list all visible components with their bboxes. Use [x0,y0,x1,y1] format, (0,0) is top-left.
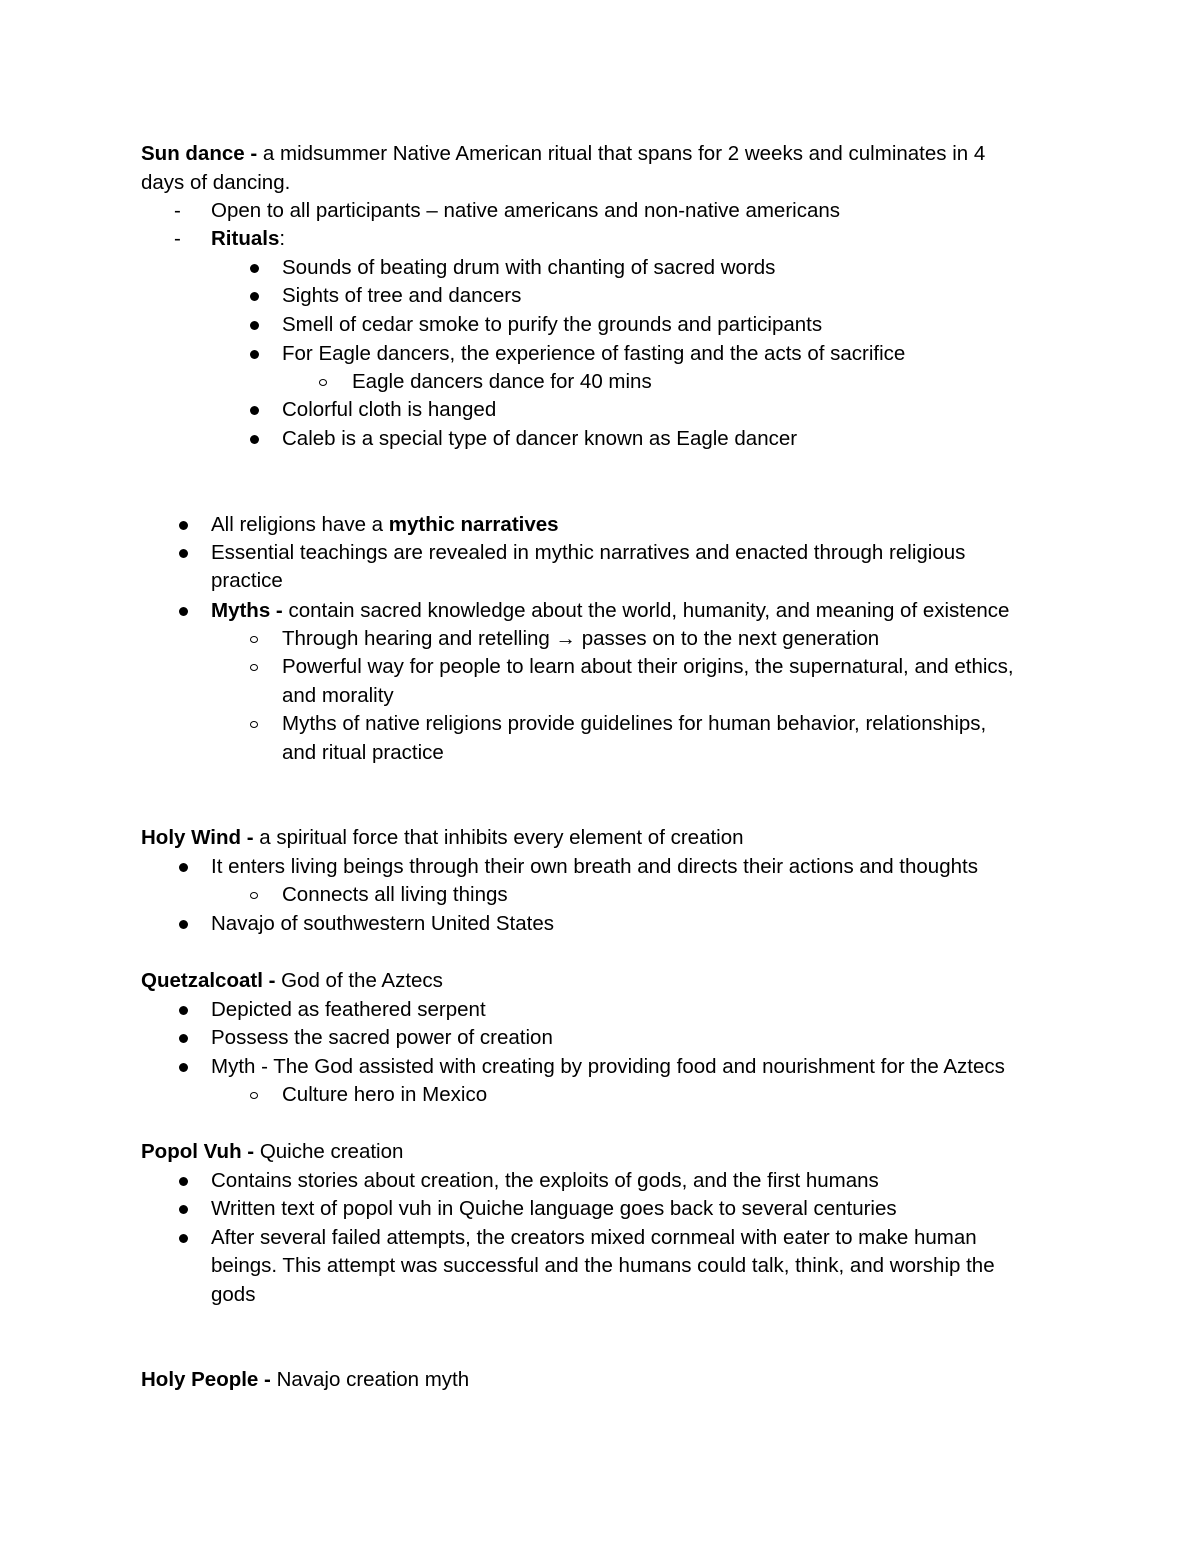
bullet-icon [250,292,259,301]
holy-people-heading [141,1366,469,1394]
myths-sub-item: Powerful way for people to learn about their origins, the supernatural, and ethics, [282,655,1014,678]
ritual-item: Smell of cedar smoke to purify the grounds and participants [282,313,823,336]
myths-sub-item-cont: and morality [282,684,394,707]
sub-bullet-icon [250,721,258,728]
popol-vuh-definition: Quiche creation [259,1140,404,1163]
myths-item [211,597,1009,625]
bullet-icon [179,607,188,616]
bullet-icon [179,1205,188,1214]
holy-wind-item: It enters living beings through their own breath and directs their actions and thoughts [211,855,978,878]
bullet-icon [179,521,188,530]
quetzalcoatl-item: Possess the sacred power of creation [211,1026,553,1049]
quetzalcoatl-item: Myth - The God assisted with creating by providing food and nourishment for the Aztecs [211,1055,1005,1078]
quetzalcoatl-heading [141,967,443,995]
mythic-narratives-item [211,511,559,539]
ritual-item: Sounds of beating drum with chanting of sacred words [282,256,776,279]
holy-wind-heading [141,824,744,852]
bullet-icon [179,1034,188,1043]
myths-definition: contain sacred knowledge about the world, humanity, and meaning of existence [288,599,1010,622]
popol-vuh-term: Popol Vuh - [141,1140,260,1163]
bullet-icon [250,435,259,444]
sun-dance-heading [141,140,985,168]
eagle-sub-item: Eagle dancers dance for 40 mins [352,370,652,393]
bullet-icon [179,863,188,872]
essential-teachings-item-cont: practice [211,569,283,592]
bullet-icon [250,264,259,273]
rituals-item [211,225,285,253]
sub-bullet-icon [319,379,327,386]
popol-vuh-heading [141,1138,403,1166]
mythic-narratives-prefix: All religions have a [211,513,389,536]
mythic-narratives-bold: mythic narratives [388,513,559,536]
popol-vuh-item: Contains stories about creation, the exploits of gods, and the first humans [211,1169,879,1192]
holy-people-definition: Navajo creation myth [276,1368,470,1391]
dash-marker: - [174,227,181,250]
bullet-icon [179,1234,188,1243]
quetzalcoatl-term: Quetzalcoatl - [141,969,282,992]
holy-wind-item: Navajo of southwestern United States [211,912,554,935]
dash-marker: - [174,199,181,222]
bullet-icon [179,1006,188,1015]
bullet-icon [179,1063,188,1072]
myths-term: Myths - [211,599,289,622]
sun-dance-term: Sun dance - [141,142,263,165]
quetzalcoatl-item: Depicted as feathered serpent [211,998,486,1021]
bullet-icon [250,406,259,415]
sub-bullet-icon [250,1092,258,1099]
holy-people-term: Holy People - [141,1368,277,1391]
sun-dance-definition-cont: days of dancing. [141,171,291,194]
rituals-colon: : [279,227,286,250]
sub-bullet-icon [250,664,258,671]
popol-vuh-item-cont: beings. This attempt was successful and the humans could talk, think, and worship the [211,1254,995,1277]
sub-bullet-icon [250,636,258,643]
bullet-icon [250,321,259,330]
bullet-icon [179,920,188,929]
myths-sub-item: Through hearing and retelling → passes on to the next generation [282,627,880,650]
quetzalcoatl-definition: God of the Aztecs [281,969,443,992]
rituals-label: Rituals [211,227,280,250]
myths-sub-item: Myths of native religions provide guidelines for human behavior, relationships, [282,712,987,735]
open-to-item: Open to all participants – native americans and non-native americans [211,199,841,222]
bullet-icon [179,549,188,558]
popol-vuh-item: Written text of popol vuh in Quiche language goes back to several centuries [211,1197,897,1220]
popol-vuh-item: After several failed attempts, the creators mixed cornmeal with eater to make human [211,1226,977,1249]
myths-sub-item-cont: and ritual practice [282,741,444,764]
popol-vuh-item-cont: gods [211,1283,256,1306]
ritual-item: Sights of tree and dancers [282,284,522,307]
sun-dance-definition: a midsummer Native American ritual that spans for 2 weeks and culminates in 4 [262,142,986,165]
ritual-item: Colorful cloth is hanged [282,398,497,421]
ritual-item: For Eagle dancers, the experience of fasting and the acts of sacrifice [282,342,906,365]
holy-wind-sub-item: Connects all living things [282,883,508,906]
holy-wind-definition: a spiritual force that inhibits every element of creation [259,826,744,849]
bullet-icon [250,350,259,359]
essential-teachings-item: Essential teachings are revealed in mythic narratives and enacted through religious [211,541,966,564]
ritual-item: Caleb is a special type of dancer known as Eagle dancer [282,427,798,450]
sub-bullet-icon [250,892,258,899]
quetzalcoatl-sub-item: Culture hero in Mexico [282,1083,488,1106]
bullet-icon [179,1177,188,1186]
holy-wind-term: Holy Wind - [141,826,260,849]
